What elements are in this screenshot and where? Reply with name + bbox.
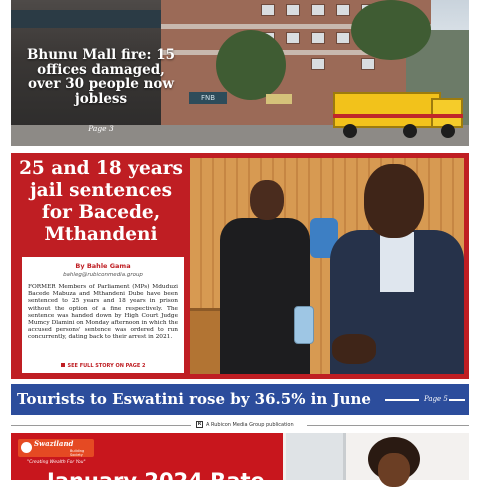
publication-label [196, 420, 304, 430]
banner-rule [385, 399, 419, 401]
photo-fire-truck [333, 86, 463, 136]
tourism-banner[interactable] [11, 384, 469, 415]
rubicon-logo-icon: R [197, 422, 202, 427]
article-box [22, 257, 184, 373]
ad-brand: Swaziland [34, 439, 74, 448]
strip-rule-left [11, 425, 191, 426]
advertisement[interactable] [11, 433, 469, 493]
ad-red-panel [11, 433, 283, 493]
author-email[interactable]: bahleg@rubiconmedia.group [63, 272, 143, 278]
main-story-photo [190, 158, 464, 374]
strip-rule-right [307, 425, 469, 426]
building-society-logo [18, 439, 94, 457]
article-body: FORMER Members of Parliament (MPs) Mduduzi Bacede Mabuza and Mthandeni Dube have been sentenced to 25 years and 18 years in prison without the option of a fine respectively. The sentence was handed down by High Court Judge Mumcy Dlamini on Monday afternoon in which the accused persons' sentence was ordered to run concurrently, dating back to their arrest in 2021. [28, 284, 178, 341]
banner-headline[interactable]: Tourists to Eswatini rose by 36.5% in June [17, 390, 371, 408]
ad-photo-woman [356, 437, 436, 497]
publication-strip [11, 420, 469, 430]
ad-headline: January 2024 Rate [47, 469, 265, 493]
ad-brand-sub: Building Society [70, 449, 85, 457]
photo-man-right [330, 164, 464, 374]
photo-man-left [220, 180, 310, 374]
see-full-story-label: SEE FULL STORY ON PAGE 2 [67, 363, 146, 369]
main-story[interactable] [11, 153, 469, 379]
ad-slogan: "Creating Wealth For You" [27, 460, 86, 465]
photo-tree [351, 0, 431, 60]
banner-page-ref: Page 5 [424, 395, 448, 403]
top-story-headline[interactable]: Bhunu Mall fire: 15 offices damaged, over 30 people now jobless [26, 47, 175, 107]
top-story-page-ref: Page 3 [88, 124, 114, 133]
ad-photo-window [286, 433, 346, 480]
photo-tree [216, 30, 286, 100]
logo-circle-icon [21, 442, 32, 453]
byline: By Bahle Gama [75, 262, 131, 270]
banner-rule [449, 399, 465, 401]
publication-text: A Rubicon Media Group publication [206, 422, 294, 428]
photo-store-sign-2 [266, 94, 292, 104]
see-full-story-link[interactable] [28, 363, 178, 369]
main-story-headline[interactable]: 25 and 18 years jail sentences for Bacede, Mthandeni [19, 158, 183, 245]
top-story[interactable] [11, 0, 469, 146]
photo-store-sign: FNB [189, 92, 227, 104]
photo-water-bottle [294, 306, 314, 344]
bullet-square-icon [61, 363, 65, 367]
